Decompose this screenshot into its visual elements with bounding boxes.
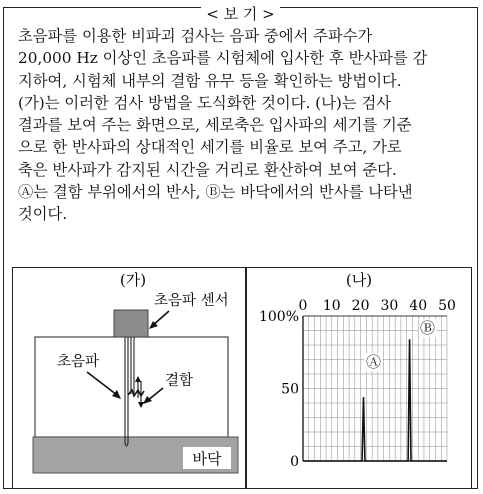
floor-label: 바닥 [192, 450, 222, 468]
x-tick-label: 10 [322, 298, 341, 314]
paragraph-line: 초음파를 이용한 비파괴 검사는 음파 중에서 주파수가 [18, 27, 373, 45]
sensor-label: 초음파 센서 [154, 293, 229, 309]
description-paragraph [18, 25, 470, 226]
peak-a-label: Ⓐ [365, 353, 381, 372]
paragraph-line: (가)는 이러한 검사 방법을 도식화한 것이다. (나)는 검사 [18, 93, 392, 112]
box-title: < 보 기 > [4, 6, 477, 22]
y-tick-label: 50 [281, 381, 299, 398]
figures-panel [12, 267, 472, 489]
x-tick-label: 50 [438, 298, 456, 314]
paragraph-line: 결과를 보여 주는 화면으로, 세로축은 입사파의 세기를 기준 [18, 116, 412, 135]
paragraph-line: 으로 한 반사파의 상대적인 세기를 비율로 보여 주고, 가로 [18, 138, 402, 157]
y-tick-label: 0 [290, 454, 299, 470]
ultrasonic-sensor [114, 310, 148, 337]
x-tick-label: 0 [298, 298, 308, 314]
y-tick-label: 100% [258, 309, 299, 325]
paragraph-line: 것이다. [18, 205, 68, 224]
wave-label: 초음파 [57, 354, 100, 370]
paragraph-line: 20,000 Hz 이상인 초음파를 시험체에 입사한 후 반사파를 감 [18, 49, 428, 68]
x-tick-label: 30 [380, 298, 399, 314]
paragraph-line: 축은 반사파가 감지된 시간을 거리로 환산하여 보여 준다. [18, 160, 397, 179]
figure-b-label: (나) [345, 271, 373, 289]
peak-b-label: Ⓑ [420, 319, 436, 338]
x-tick-label: 20 [351, 298, 370, 314]
defect-label: 결함 [165, 373, 194, 389]
x-tick-label: 40 [409, 298, 428, 314]
paragraph-line: Ⓐ는 결함 부위에서의 반사, Ⓑ는 바닥에서의 반사를 나타낸 [18, 183, 413, 202]
example-box [3, 7, 478, 489]
figure-a-diagram [13, 268, 245, 487]
figure-b-chart [247, 268, 471, 487]
paragraph-line: 지하여, 시험체 내부의 결함 유무 등을 확인하는 방법이다. [18, 71, 402, 90]
figure-a-label: (가) [119, 271, 147, 289]
